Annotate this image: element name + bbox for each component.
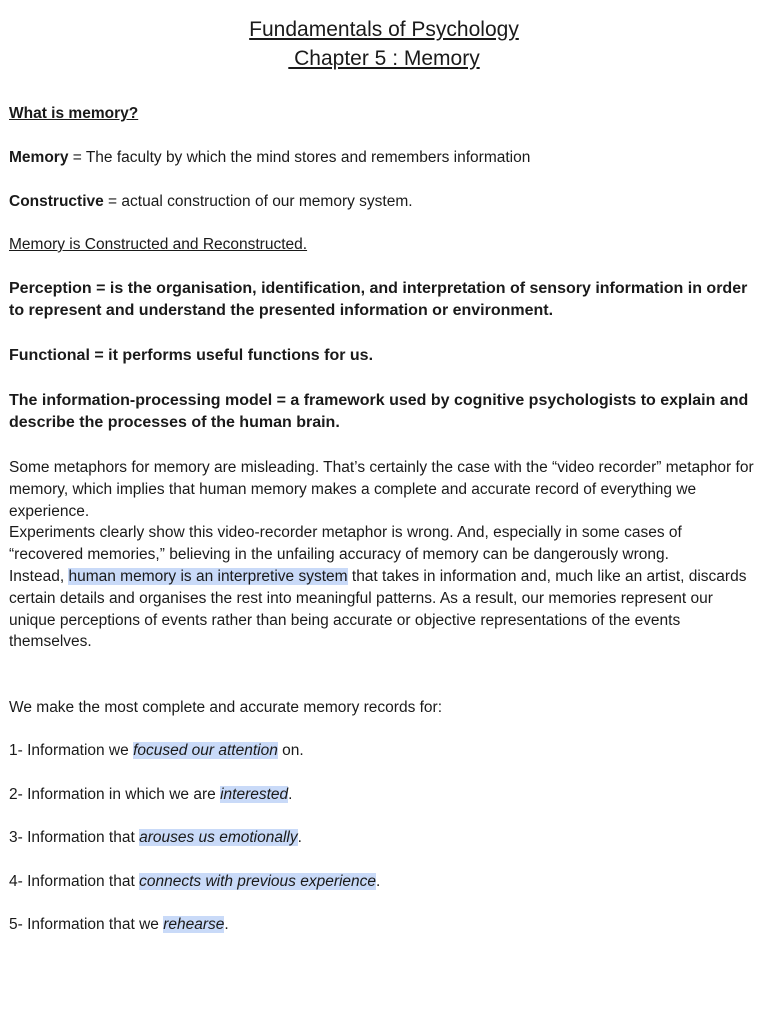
functional-term: Functional = <box>9 347 104 364</box>
chapter-title: Chapter 5 : Memory <box>288 47 480 70</box>
section-heading: What is memory? <box>9 105 139 122</box>
paragraph-3-highlight: human memory is an interpretive system <box>68 567 348 585</box>
perception-definition <box>9 278 754 322</box>
memory-definition <box>9 147 754 169</box>
list-item-prefix: 1- Information we <box>9 742 134 759</box>
constructive-definition <box>9 191 754 213</box>
list-item-suffix: on. <box>277 742 304 759</box>
list-item-prefix: 3- Information that <box>9 829 140 846</box>
list-item-highlight: focused our attention <box>133 742 278 759</box>
document-title: Fundamentals of Psychology <box>249 18 519 41</box>
constructive-term: Constructive <box>9 193 104 210</box>
list-item-highlight: connects with previous experience <box>139 873 377 890</box>
paragraph-3 <box>9 566 754 653</box>
ipm-term: The information-processing model = <box>9 392 286 409</box>
list-item-suffix: . <box>297 829 302 846</box>
list-item <box>9 827 754 849</box>
list-item-prefix: 5- Information that we <box>9 916 164 933</box>
list-item-prefix: 2- Information in which we are <box>9 786 221 803</box>
memory-paragraph <box>9 457 754 653</box>
paragraph-3-end: that takes in information and, much like an artist, discards certain details and organises the rest into meaningful patterns. As a result, our memories represent our unique perceptions of events rather than being accurate or objective representations of the events themselves. <box>9 567 747 651</box>
list-item <box>9 740 754 762</box>
memory-term: Memory <box>9 149 69 166</box>
list-intro: We make the most complete and accurate memory records for: <box>9 699 443 716</box>
functional-def: it performs useful functions for us. <box>103 347 374 364</box>
paragraph-3-start: Instead, <box>9 567 69 585</box>
functional-definition <box>9 345 754 367</box>
list-item <box>9 784 754 806</box>
perception-def: is the organisation, identification, and interpretation of sensory information in order to represent and understand the presented information or environment. <box>9 280 748 319</box>
memory-def: = The faculty by which the mind stores and remembers information <box>68 149 531 166</box>
list-item <box>9 914 754 936</box>
list-item-highlight: interested <box>220 786 289 803</box>
list-item-suffix: . <box>288 786 293 803</box>
list-item-highlight: rehearse <box>163 916 225 933</box>
list-item-suffix: . <box>376 873 381 890</box>
paragraph-2: Experiments clearly show this video-recorder metaphor is wrong. And, especially in some cases of “recovered memories,” believing in the unfailing accuracy of memory can be dangerously wrong. <box>9 524 682 564</box>
constructive-def: = actual construction of our memory system. <box>103 193 413 210</box>
perception-term: Perception = <box>9 280 106 297</box>
list-item <box>9 871 754 893</box>
list-item-suffix: . <box>224 916 229 933</box>
ipm-def: a framework used by cognitive psychologists to explain and describe the processes of the human brain. <box>9 392 749 431</box>
list-item-prefix: 4- Information that <box>9 873 140 890</box>
list-item-highlight: arouses us emotionally <box>139 829 298 846</box>
ipm-definition <box>9 390 754 434</box>
constructed-line: Memory is Constructed and Reconstructed. <box>9 236 308 253</box>
paragraph-1: Some metaphors for memory are misleading. That’s certainly the case with the “video recorder” metaphor for memory, which implies that human memory makes a complete and accurate record of everything we experience. <box>9 459 754 520</box>
